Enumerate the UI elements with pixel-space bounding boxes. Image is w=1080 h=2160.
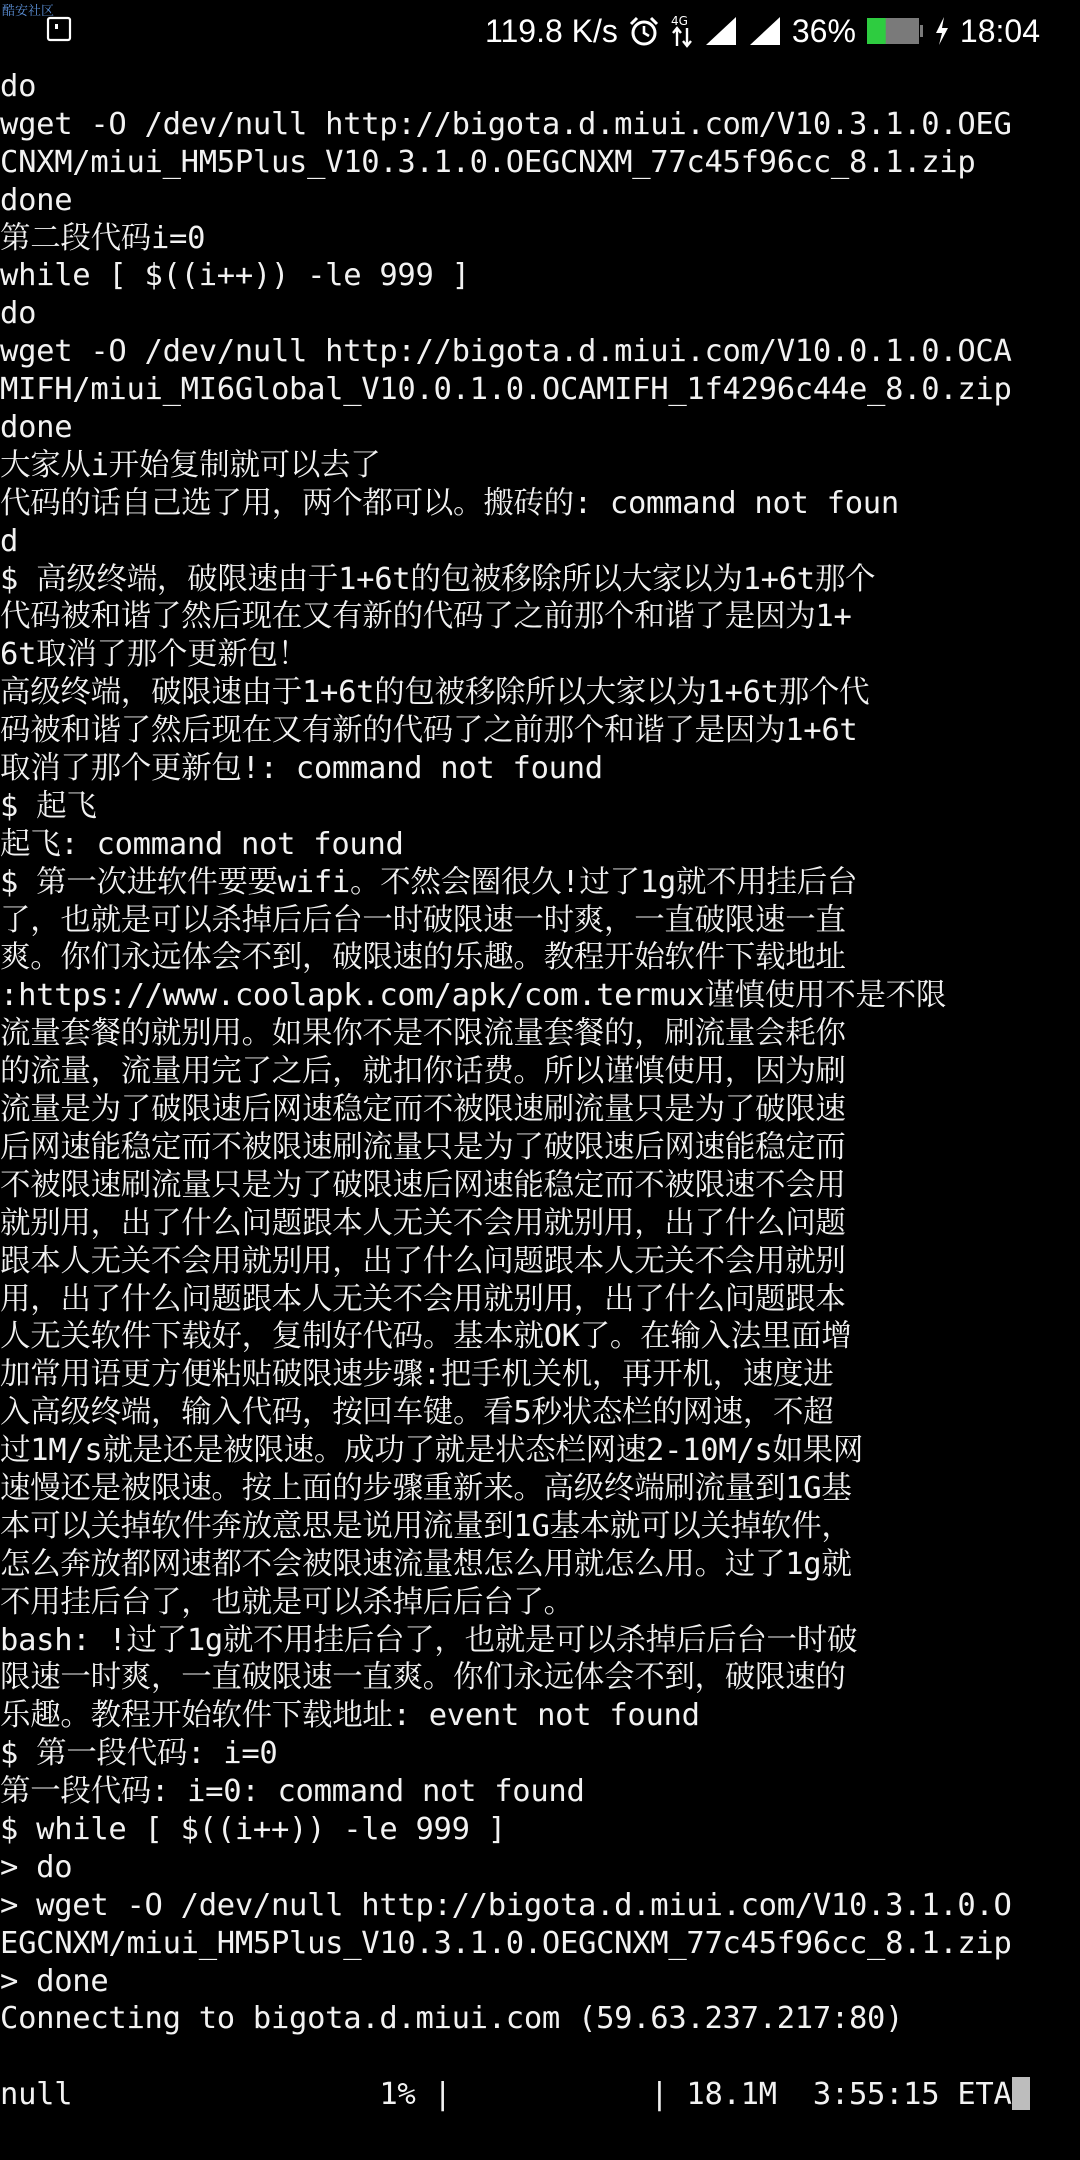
terminal-line: 爽。你们永远体会不到，破限速的乐趣。教程开始软件下载地址 <box>0 940 846 976</box>
terminal-cursor <box>1012 2077 1030 2110</box>
terminal-line: :https://www.coolapk.com/apk/com.termux谨慎使用不是不限 <box>0 978 947 1014</box>
terminal-line: 6t取消了那个更新包！ <box>0 637 308 673</box>
terminal-line: 加常用语更方便粘贴破限速步骤:把手机关机，再开机，速度进 <box>0 1357 834 1393</box>
watermark: 酷安社区 <box>2 4 55 19</box>
terminal-line: 后网速能稳定而不被限速刷流量只是为了破限速后网速能稳定而 <box>0 1129 846 1165</box>
terminal-line: 速慢还是被限速。按上面的步骤重新来。高级终端刷流量到1G基 <box>0 1470 852 1506</box>
terminal-line: 的流量，流量用完了之后，就扣你话费。所以谨慎使用，因为刷 <box>0 1054 846 1090</box>
battery-icon <box>866 16 924 46</box>
terminal-line: CNXM/miui_HM5Plus_V10.3.1.0.OEGCNXM_77c45f96cc_8.1.zip <box>0 144 976 180</box>
terminal-line: 了，也就是可以杀掉后后台一时破限速一时爽，一直破限速一直 <box>0 902 846 938</box>
terminal-line: 第一段代码: i=0: command not found <box>0 1774 585 1810</box>
terminal-line: 第二段代码i=0 <box>0 220 206 256</box>
terminal-line: 不被限速刷流量只是为了破限速后网速能稳定而不被限速不会用 <box>0 1167 846 1203</box>
terminal-line: wget -O /dev/null http://bigota.d.miui.com/V10.0.1.0.OCA <box>0 334 1012 370</box>
terminal-line: > wget -O /dev/null http://bigota.d.miui.com/V10.3.1.0.O <box>0 1887 1012 1923</box>
terminal-line: null 1% | | 18.1M 3:55:15 ETA <box>0 2076 1080 2114</box>
terminal-line: 乐趣。教程开始软件下载地址: event not found <box>0 1698 700 1734</box>
terminal-line: done <box>0 410 73 446</box>
screenshot-icon <box>46 16 72 42</box>
terminal-line <box>0 2038 1080 2076</box>
terminal-line: wget -O /dev/null http://bigota.d.miui.com/V10.3.1.0.OEG <box>0 106 1012 142</box>
terminal-line: done <box>0 182 73 218</box>
terminal-line: > do <box>0 1849 73 1885</box>
terminal-output[interactable] <box>0 68 1080 2158</box>
terminal-line: $ 起飞 <box>0 788 97 824</box>
terminal-line: $ while [ $((i++)) -le 999 ] <box>0 1811 506 1847</box>
terminal-line: $ 第一次进软件要要wifi。不然会圈很久!过了1g就不用挂后台 <box>0 864 858 900</box>
terminal-line: 取消了那个更新包!: command not found <box>0 751 603 787</box>
terminal-line: $ 第一段代码: i=0 <box>0 1736 278 1772</box>
terminal-line: 限速一时爽，一直破限速一直爽。你们永远体会不到，破限速的 <box>0 1660 846 1696</box>
clock: 18:04 <box>959 12 1040 49</box>
signal-icon <box>704 15 738 47</box>
terminal-line: 不用挂后台了，也就是可以杀掉后后台了。 <box>0 1584 574 1620</box>
battery-percent: 36% <box>791 12 856 49</box>
terminal-line: $ 高级终端，破限速由于1+6t的包被移除所以大家以为1+6t那个 <box>0 561 876 597</box>
network-type-label: 4G <box>670 14 688 28</box>
terminal-line: 跟本人无关不会用就别用，出了什么问题跟本人无关不会用就别 <box>0 1243 846 1279</box>
terminal-line: 流量是为了破限速后网速稳定而不被限速刷流量只是为了破限速 <box>0 1092 846 1128</box>
terminal-line: 代码被和谐了然后现在又有新的代码了之前那个和谐了是因为1+ <box>0 599 852 635</box>
terminal-line: while [ $((i++)) -le 999 ] <box>0 258 470 294</box>
terminal-line: 高级终端，破限速由于1+6t的包被移除所以大家以为1+6t那个代 <box>0 675 870 711</box>
status-bar <box>0 0 1080 62</box>
alarm-icon <box>628 15 660 47</box>
terminal-line: 过1M/s就是还是被限速。成功了就是状态栏网速2-10M/s如果网 <box>0 1433 864 1469</box>
terminal-line: 代码的话自己选了用，两个都可以。搬砖的: command not foun <box>0 485 899 521</box>
terminal-line: 就别用，出了什么问题跟本人无关不会用就别用，出了什么问题 <box>0 1205 846 1241</box>
terminal-line: Connecting to bigota.d.miui.com (59.63.237.217:80) <box>0 2001 904 2037</box>
terminal-line: EGCNXM/miui_HM5Plus_V10.3.1.0.OEGCNXM_77c45f96cc_8.1.zip <box>0 1925 1012 1961</box>
terminal-line: d <box>0 523 19 559</box>
network-speed: 119.8 K/s <box>485 12 618 49</box>
terminal-line: 怎么奔放都网速都不会被限速流量想怎么用就怎么用。过了1g就 <box>0 1546 852 1582</box>
terminal-line: do <box>0 69 37 104</box>
terminal-line: 流量套餐的就别用。如果你不是不限流量套餐的，刷流量会耗你 <box>0 1016 846 1052</box>
terminal-line: bash: !过了1g就不用挂后台了，也就是可以杀掉后后台一时破 <box>0 1622 858 1658</box>
terminal-line: do <box>0 296 37 332</box>
terminal-line: 起飞: command not found <box>0 826 404 862</box>
charging-icon <box>934 16 950 46</box>
terminal-line: 用，出了什么问题跟本人无关不会用就别用，出了什么问题跟本 <box>0 1281 846 1317</box>
terminal-line: 入高级终端，输入代码，按回车键。看5秒状态栏的网速，不超 <box>0 1395 834 1431</box>
terminal-line: MIFH/miui_MI6Global_V10.0.1.0.OCAMIFH_1f4296c44e_8.0.zip <box>0 372 1012 408</box>
terminal-line: 本可以关掉软件奔放意思是说用流量到1G基本就可以关掉软件， <box>0 1508 852 1544</box>
terminal-line: > done <box>0 1963 109 1999</box>
data-arrows-icon <box>670 13 694 49</box>
terminal-line: 大家从i开始复制就可以去了 <box>0 447 381 483</box>
terminal-line: 码被和谐了然后现在又有新的代码了之前那个和谐了是因为1+6t <box>0 713 858 749</box>
terminal-line: 人无关软件下载好，复制好代码。基本就OK了。在输入法里面增 <box>0 1319 852 1355</box>
status-icons <box>485 8 1040 54</box>
signal-icon <box>748 15 782 47</box>
